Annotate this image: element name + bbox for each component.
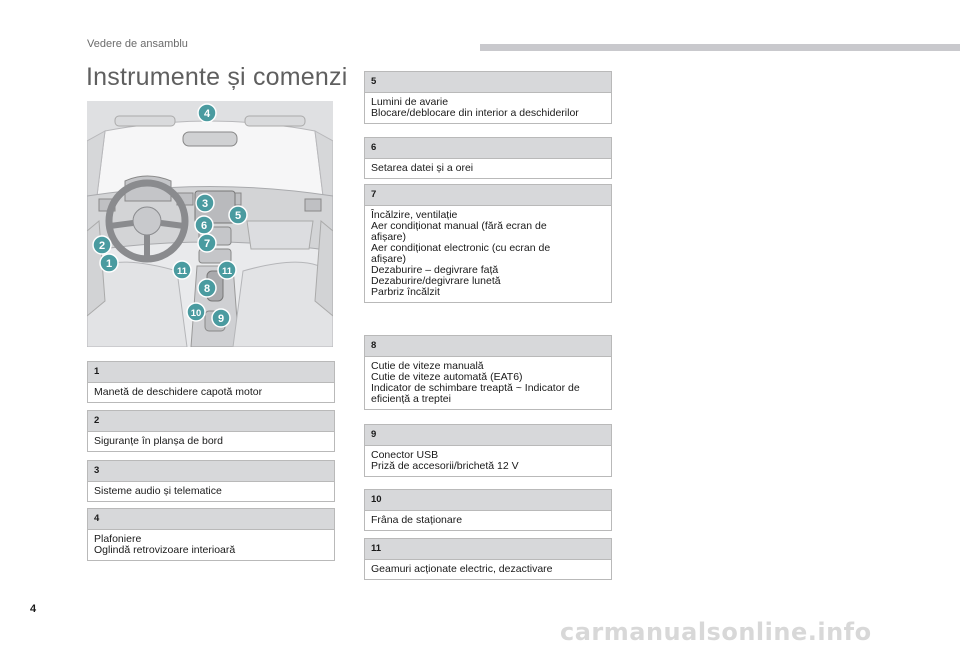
svg-text:11: 11 bbox=[176, 266, 188, 277]
item-box-3 bbox=[87, 460, 335, 502]
svg-text:2: 2 bbox=[98, 240, 106, 252]
item-line: Sisteme audio și telematice bbox=[94, 485, 222, 497]
item-line: Priză de accesorii/brichetă 12 V bbox=[371, 460, 519, 472]
item-line: Oglindă retrovizoare interioară bbox=[94, 544, 236, 556]
watermark: carmanualsonline.info bbox=[560, 618, 872, 646]
item-line: Plafoniere bbox=[94, 533, 142, 545]
item-box-4 bbox=[87, 508, 335, 561]
item-number: 1 bbox=[88, 362, 334, 383]
item-line: Aer condiționat manual (fără ecran de bbox=[371, 220, 547, 232]
item-line: Siguranțe în planșa de bord bbox=[94, 435, 224, 447]
callout-10 bbox=[187, 303, 205, 321]
item-number: 5 bbox=[365, 72, 611, 93]
item-box-5 bbox=[364, 71, 612, 124]
item-line: Cutie de viteze automată (EAT6) bbox=[371, 371, 523, 383]
callout-11-right bbox=[218, 261, 236, 279]
callout-2 bbox=[93, 236, 111, 254]
item-box-9 bbox=[364, 424, 612, 477]
item-box-10 bbox=[364, 489, 612, 531]
item-number: 2 bbox=[88, 411, 334, 432]
item-box-11 bbox=[364, 538, 612, 580]
item-box-8 bbox=[364, 335, 612, 410]
item-line: Dezaburire – degivrare față bbox=[371, 264, 499, 276]
item-line: Parbriz încălzit bbox=[371, 286, 440, 298]
item-number: 7 bbox=[365, 185, 611, 206]
item-line: afișare) bbox=[371, 253, 407, 265]
item-line: Geamuri acționate electric, dezactivare bbox=[371, 563, 553, 575]
svg-text:3: 3 bbox=[201, 198, 209, 210]
callout-3 bbox=[196, 194, 214, 212]
page-title: Instrumente și comenzi bbox=[86, 63, 348, 91]
svg-text:7: 7 bbox=[203, 238, 211, 250]
item-line: Frâna de staționare bbox=[371, 514, 463, 526]
callout-9 bbox=[212, 309, 230, 327]
item-number: 8 bbox=[365, 336, 611, 357]
svg-text:11: 11 bbox=[221, 266, 233, 277]
item-line: eficiență a treptei bbox=[371, 393, 451, 405]
item-line: Dezaburire/degivrare lunetă bbox=[371, 275, 501, 287]
item-line: Încălzire, ventilație bbox=[371, 209, 458, 221]
item-box-2 bbox=[87, 410, 335, 452]
callout-1 bbox=[100, 254, 118, 272]
svg-text:10: 10 bbox=[190, 308, 202, 319]
item-number: 3 bbox=[88, 461, 334, 482]
item-line: Cutie de viteze manuală bbox=[371, 360, 484, 372]
svg-text:8: 8 bbox=[203, 283, 211, 295]
callout-8 bbox=[198, 279, 216, 297]
item-line: Aer condiționat electronic (cu ecran de bbox=[371, 242, 551, 254]
svg-text:5: 5 bbox=[234, 210, 242, 222]
item-line: Conector USB bbox=[371, 449, 439, 461]
item-number: 4 bbox=[88, 509, 334, 530]
item-number: 9 bbox=[365, 425, 611, 446]
item-number: 10 bbox=[365, 490, 611, 511]
item-line: Blocare/deblocare din interior a deschiderilor bbox=[371, 107, 579, 119]
item-box-6 bbox=[364, 137, 612, 179]
header-bar bbox=[480, 44, 960, 51]
item-number: 6 bbox=[365, 138, 611, 159]
item-line: Indicator de schimbare treaptă ~ Indicator de bbox=[371, 382, 580, 394]
callout-5 bbox=[229, 206, 247, 224]
item-line: afișare) bbox=[371, 231, 407, 243]
svg-text:6: 6 bbox=[200, 220, 208, 232]
item-line: Lumini de avarie bbox=[371, 96, 449, 108]
item-box-7 bbox=[364, 184, 612, 303]
callout-11-left bbox=[173, 261, 191, 279]
svg-text:1: 1 bbox=[105, 258, 113, 270]
callout-4 bbox=[198, 104, 216, 122]
callout-6 bbox=[195, 216, 213, 234]
svg-text:4: 4 bbox=[203, 108, 211, 120]
item-box-1 bbox=[87, 361, 335, 403]
item-line: Setarea datei și a orei bbox=[371, 162, 474, 174]
page-number: 4 bbox=[30, 603, 37, 615]
callout-7 bbox=[198, 234, 216, 252]
dashboard-illustration bbox=[87, 101, 333, 347]
svg-text:9: 9 bbox=[217, 313, 225, 325]
section-header: Vedere de ansamblu bbox=[87, 38, 188, 50]
item-line: Manetă de deschidere capotă motor bbox=[94, 386, 263, 398]
item-number: 11 bbox=[365, 539, 611, 560]
